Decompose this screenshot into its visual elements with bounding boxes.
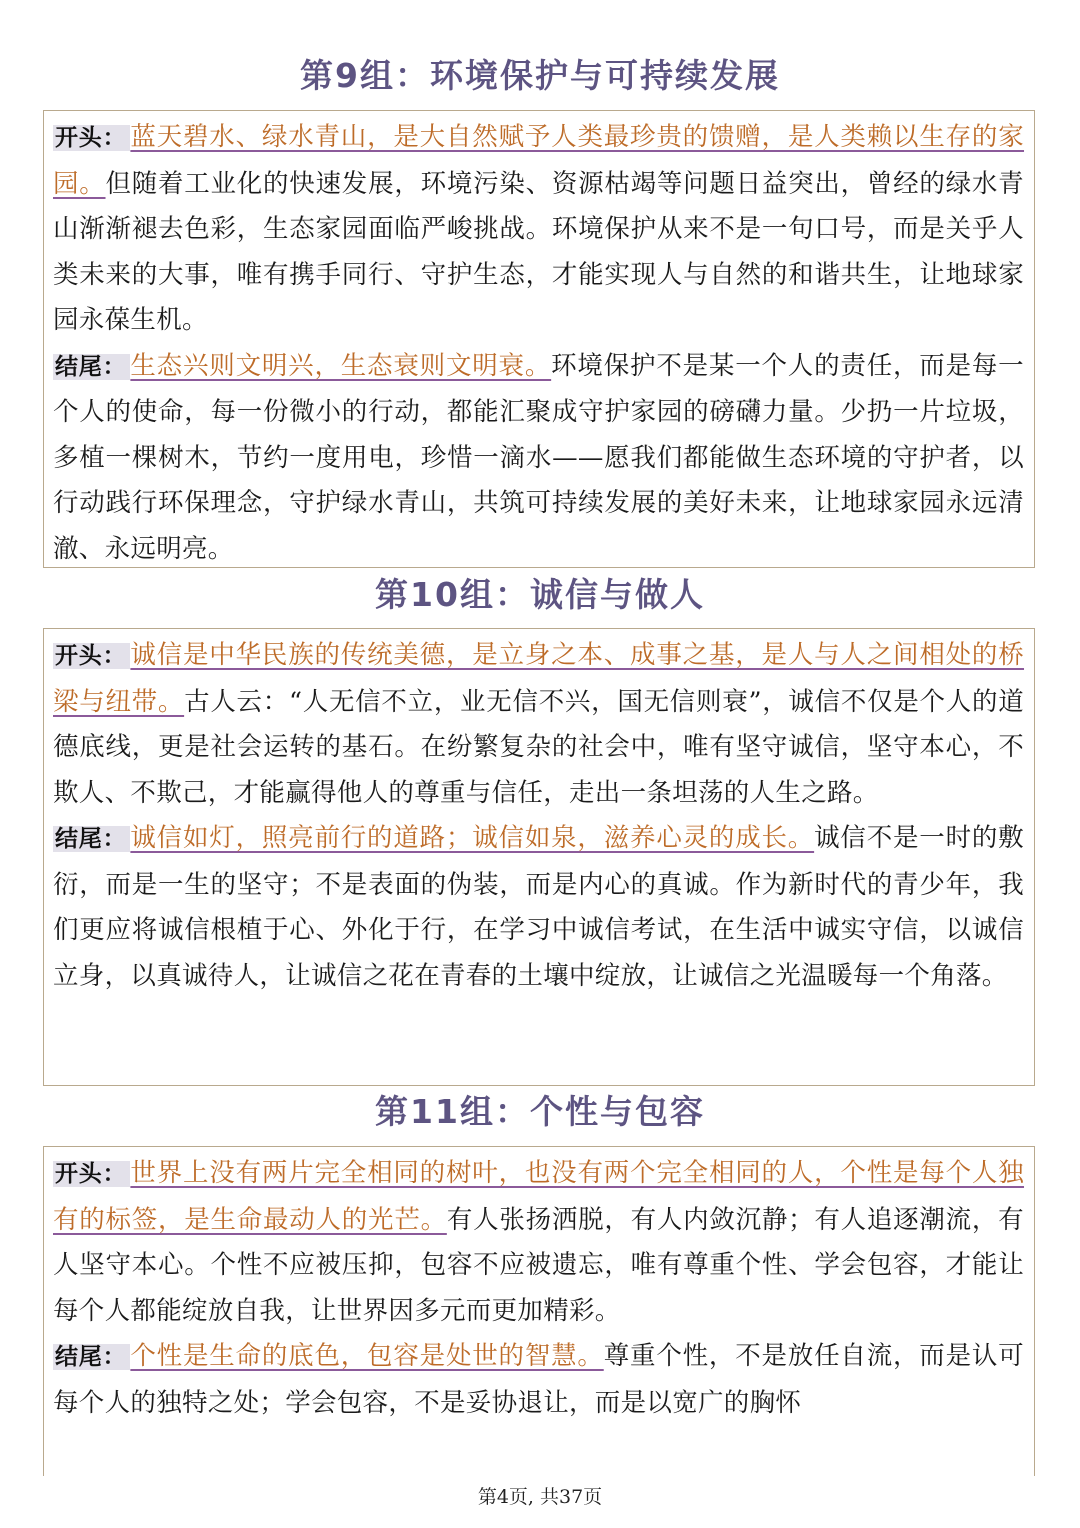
opening-text: 有人张扬洒脱，有人内敛沉静；有人追逐潮流，有人坚守本心。个性不应被压抑，包容不应被遗忘，唯有尊重个性、学会包容，才能让每个人都能绽放自我，让世界因多元而更加精彩。 bbox=[53, 1204, 1024, 1326]
section-box bbox=[43, 1146, 1035, 1476]
ending-highlight: 诚信如灯，照亮前行的道路；诚信如泉，滋养心灵的成长。 bbox=[130, 823, 815, 853]
opening-label: 开头： bbox=[53, 1161, 130, 1187]
opening-label: 开头： bbox=[53, 643, 130, 669]
ending-paragraph bbox=[53, 344, 1024, 569]
opening-paragraph bbox=[53, 633, 1024, 816]
ending-paragraph bbox=[53, 1334, 1024, 1426]
section-title: 第9组：环境保护与可持续发展 bbox=[300, 56, 780, 95]
ending-highlight: 个性是生命的底色，包容是处世的智慧。 bbox=[130, 1341, 604, 1371]
opening-highlight: 诚信是中华民族的传统美德，是立身之本、成事之基，是人与人之间相处的桥梁与纽带。 bbox=[53, 640, 1025, 717]
opening-text: 古人云：“人无信不立，业无信不兴，国无信则衰”，诚信不仅是个人的道德底线，更是社会运转的基石。在纷繁复杂的社会中，唯有坚守诚信，坚守本心，不欺人、不欺己，才能赢得他人的尊重与信任，走出一条坦荡的人生之路。 bbox=[53, 686, 1024, 808]
opening-highlight: 世界上没有两片完全相同的树叶，也没有两个完全相同的人，个性是每个人独有的标签，是生命最动人的光芒。 bbox=[53, 1158, 1025, 1235]
ending-label: 结尾： bbox=[53, 826, 130, 852]
opening-text: 但随着工业化的快速发展，环境污染、资源枯竭等问题日益突出，曾经的绿水青山渐渐褪去色彩，生态家园面临严峻挑战。环境保护从来不是一句口号，而是关乎人类未来的大事，唯有携手同行、守护生态，才能实现人与自然的和谐共生，让地球家园永葆生机。 bbox=[53, 168, 1024, 335]
ending-text: 诚信不是一时的敷衍，而是一生的坚守；不是表面的伪装，而是内心的真诚。作为新时代的青少年，我们更应将诚信根植于心、外化于行，在学习中诚信考试，在生活中诚实守信，以诚信立身，以真诚待人，让诚信之花在青春的土壤中绽放，让诚信之光温暖每一个角落。 bbox=[53, 823, 1024, 991]
ending-label: 结尾： bbox=[53, 354, 130, 380]
ending-paragraph bbox=[53, 816, 1024, 999]
ending-text: 尊重个性，不是放任自流，而是认可每个人的独特之处；学会包容，不是妥协退让，而是以宽广的胸怀 bbox=[53, 1341, 1024, 1418]
section-box bbox=[43, 110, 1035, 568]
opening-paragraph bbox=[53, 1151, 1024, 1334]
ending-highlight: 生态兴则文明兴，生态衰则文明衰。 bbox=[130, 350, 552, 381]
opening-paragraph bbox=[53, 115, 1024, 344]
section-box bbox=[43, 628, 1035, 1086]
ending-text: 环境保护不是某一个人的责任，而是每一个人的使命，每一份微小的行动，都能汇聚成守护家园的磅礴力量。少扔一片垃圾，多植一棵树木，节约一度用电，珍惜一滴水——愿我们都能做生态环境的守护者，以行动践行环保理念，守护绿水青山，共筑可持续发展的美好未来，让地球家园永远清澈、永远明亮。 bbox=[53, 350, 1024, 564]
opening-highlight: 蓝天碧水、绿水青山，是大自然赋予人类最珍贵的馈赠，是人类赖以生存的家园。 bbox=[53, 122, 1025, 199]
opening-label: 开头： bbox=[53, 125, 130, 151]
section-title: 第11组：个性与包容 bbox=[375, 1092, 705, 1131]
section-title: 第10组：诚信与做人 bbox=[375, 575, 705, 614]
ending-label: 结尾： bbox=[53, 1344, 130, 1370]
page-number: 第4页, 共37页 bbox=[477, 1486, 603, 1508]
